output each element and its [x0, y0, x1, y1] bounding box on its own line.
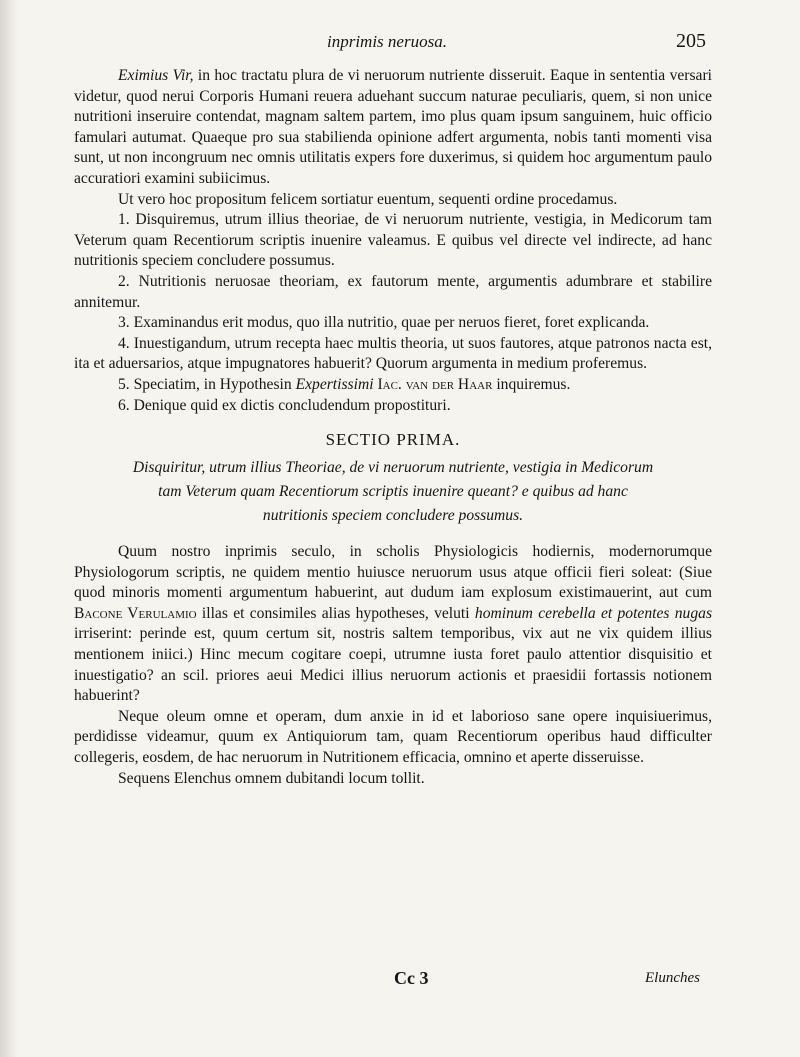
- section-subtitle-line-1: Disquiritur, utrum illius Theoriae, de vi neruorum nutriente, vestigia in Medicorum: [132, 459, 654, 477]
- section-paragraph-1: [74, 542, 712, 707]
- section-subtitle: [74, 456, 712, 528]
- catchword: Elunches: [645, 970, 700, 986]
- plan-item-3: 3. Examinandus erit modus, quo illa nutritio, quae per neruos fieret, foret explicanda.: [118, 314, 650, 332]
- signature-mark: Cc 3: [394, 968, 429, 988]
- plan-item-5: [74, 375, 712, 396]
- page-number: 205: [676, 30, 706, 52]
- running-title: inprimis neruosa.: [327, 32, 447, 51]
- p1-bacon: Bacone Verulamio: [74, 604, 197, 622]
- text-body: [74, 66, 712, 789]
- page-gutter-shadow: [0, 0, 18, 1057]
- plan-intro: Ut vero hoc propositum felicem sortiatur euentum, sequenti ordine procedamus.: [118, 190, 618, 208]
- page-footer: [0, 968, 800, 992]
- intro-text: in hoc tractatu plura de vi neruorum nutriente disseruit. Eaque in sententia versari videtur, quod nerui Corporis Humani reuera aduehant succum naturae peculiaris, quem, si non unice nutritioni inseruire contendat, magnam saltem partem, imo plus quam ipsum sanguinem, huic officio famulari autumat. Quaeque pro sua stabilienda opinione adfert argumenta, nobis tanti momenti visa sunt, ut non incongruum nec omnis utilitatis expers fore duxerimus, si quidem hoc argumentum paulo accuratiori examini subiicimus.: [74, 67, 712, 187]
- p1-part-a: Quum nostro inprimis seculo, in scholis Physiologicis hodiernis, modernorumque Physiologorum scriptis, ne quidem mentio huiusce neruorum usus atque officii fieri soleat: (Siue quod minoris momenti argumentum habuerint, aut dudum iam explosum existimauerint, aut cum: [74, 543, 712, 602]
- section-subtitle-line-2: tam Veterum quam Recentiorum scriptis inuenire queant? e quibus ad hanc: [158, 483, 628, 501]
- plan-item-6: 6. Denique quid ex dictis concludendum propostituri.: [118, 396, 451, 414]
- plan-item-5-author: Iac. van der Haar: [373, 375, 493, 393]
- plan-item-1: 1. Disquiremus, utrum illius theoriae, de vi neruorum nutriente, vestigia, in Medicorum tam Veterum quam Recentiorum scriptis inuenire valeamus. E quibus vel directe vel indirecte, ad hanc nutritionis speciem concludere possumus.: [74, 211, 712, 270]
- plan-item-5-tail: inquiremus.: [492, 375, 571, 393]
- plan-item-2: 2. Nutritionis neruosae theoriam, ex fautorum mente, argumentis adumbrare et stabilire annitemur.: [74, 272, 712, 311]
- plan-item-4: 4. Inuestigandum, utrum recepta haec multis theoria, ut suos fautores, atque patronos nacta est, ita et aduersarios, atque impugnatores habuerit? Quorum argumenta in medium proferemus.: [74, 334, 712, 373]
- p1-part-c: illas et consimiles alias hypotheses, veluti: [196, 604, 475, 622]
- section-title: SECTIO PRIMA.: [325, 430, 461, 450]
- plan-item-5-epithet: Expertissimi: [295, 375, 374, 393]
- p1-part-e: irriserint: perinde est, quum certum sit, nostris saltem temporibus, vix aut ne vix quidem illius mentionem iniici.) Hinc mecum cogitare coepi, utrumne iusta foret paulo attentior disquisitio et inuestigatio? an scil. priores aeui Medici illius neruorum actionis et praesidii fortassis notionem habuerint?: [74, 625, 712, 705]
- section-paragraph-2: Neque oleum omne et operam, dum anxie in id et laborioso sane opere inquisiuerimus, perdidisse videamur, quum ex Antiquiorum tam, quam Recentiorum operibus haud difficulter collegeris, eosdem, de hac neruorum in Nutritionem efficacia, omnino et aperte disseruisse.: [74, 707, 712, 767]
- intro-paragraph: [74, 66, 712, 190]
- section-paragraph-3: Sequens Elenchus omnem dubitandi locum tollit.: [118, 769, 425, 787]
- p1-quote: hominum cerebella et potentes nugas: [474, 604, 713, 622]
- plan-item-5-lead: 5. Speciatim, in Hypothesin: [118, 375, 296, 393]
- intro-name: Eximius Vir,: [118, 67, 194, 84]
- running-head: [0, 32, 800, 56]
- section-subtitle-line-3: nutritionis speciem concludere possumus.: [262, 507, 524, 525]
